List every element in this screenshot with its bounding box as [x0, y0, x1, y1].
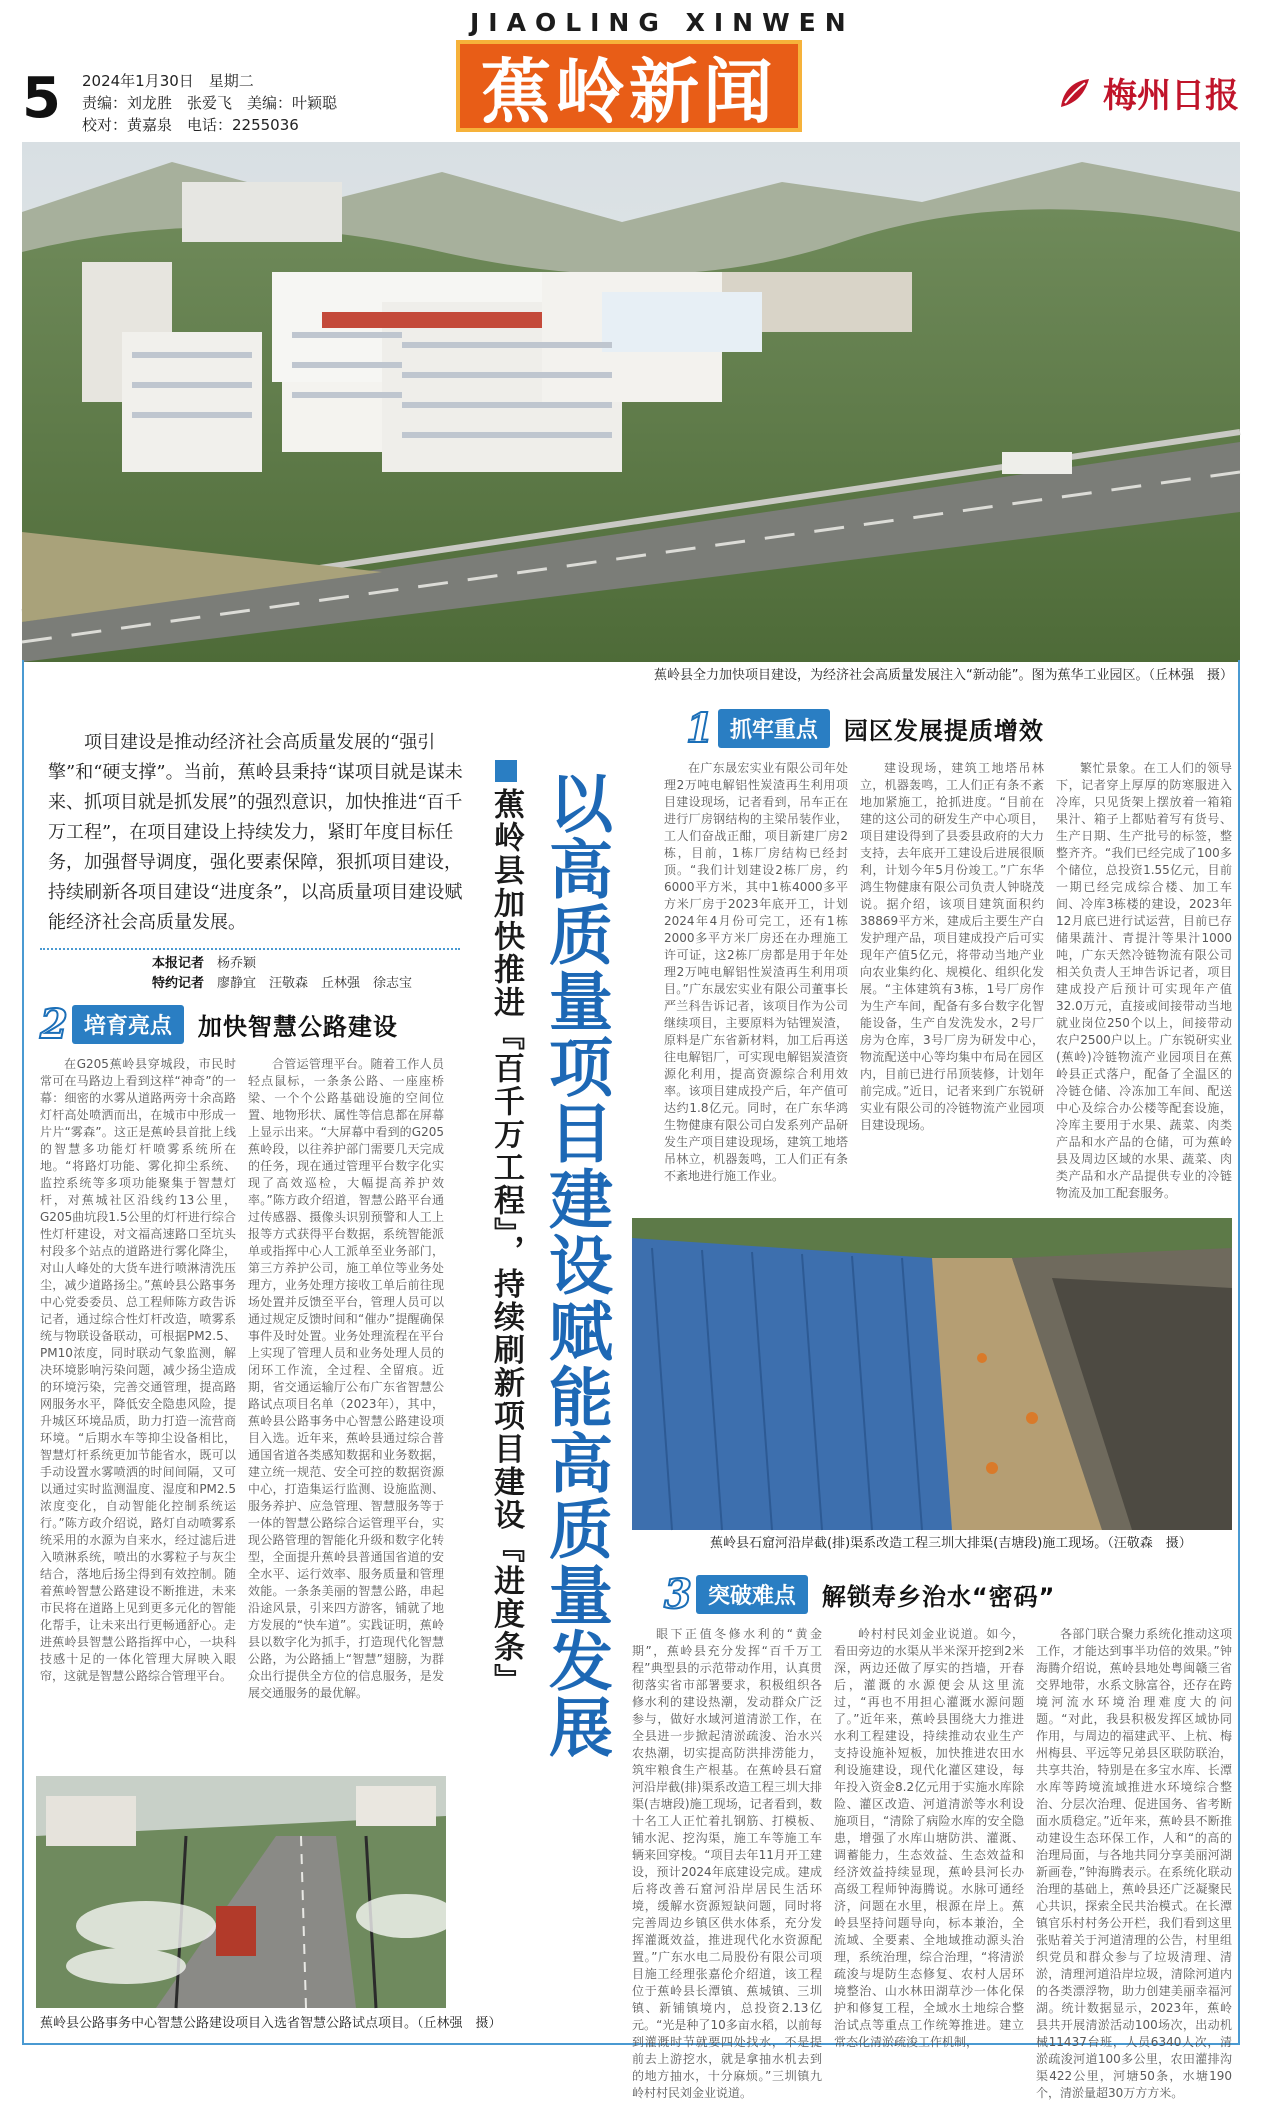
section-1-column-3: 繁忙景象。在工人们的领导下，记者穿上厚厚的防寒服进入冷库，只见货架上摆放着一箱箱果汁、箱子上都贴着写有货号、生产日期、生产批号的标签，整整齐齐。“我们已经完成了100多个储位，总投资1.55亿元，目前一期已经完成综合楼、加工车间、冷库3栋楼的建设，2023年12月底已进行试运营，目前已存储果蔬汁、青提汁等果汁1000吨，广东天然冷链物流有限公司相关负责人王坤告诉记者，项目建成投产后预计可实现年产值32.0万元，直接或间接带动当地就业岗位250个以上，间接带动农户2500户以上。广东锐研实业(蕉岭)冷链物流产业园项目在蕉岭县正式落户，配备了全温区的冷链仓储、冷冻加工车间、配送中心及综合办公楼等配套设施，冷库主要用于水果、蔬菜、肉类产品和水产品的仓储，可为蕉岭县及周边区域的水果、蔬菜、肉类产品和水产品提供专业的冷链物流及加工配套服务。 [1056, 761, 1232, 1200]
headline-subtitle [484, 760, 529, 1697]
intro-divider [40, 948, 460, 950]
date-line: 2024年1月30日 星期二 [82, 72, 254, 90]
reporter-name: 杨乔颖 [217, 956, 257, 971]
subtitle-text: 蕉岭县加快推进『百千万工程』，持续刷新项目建设『进度条』 [488, 788, 524, 1697]
proof-line: 校对：黄嘉泉 电话：2255036 [82, 116, 299, 134]
special-reporter-names: 廖静宜 汪敬森 丘林强 徐志宝 [217, 976, 413, 991]
editor-line: 责编：刘龙胜 张爱飞 美编：叶颖聪 [82, 94, 338, 112]
canal-construction-photo [632, 1218, 1232, 1530]
section-2-tag: 培育亮点 [72, 1005, 184, 1044]
section-3-column-2: 岭村村民刘金业说道。如今，看田旁边的水渠从半米深开挖到2米深，两边还做了厚实的挡墙，开春后，灌溉的水源便会从这里流过，“再也不用担心灌溉水源问题了。”近年来，蕉岭县围绕大力推进水利工程建设，持续推动农业生产支持设施补短板，加快推进农田水利设施建设，现代化灌区建设，每年投入资金8.2亿元用于实施水库除险、灌区改造、河道清淤等水利设施项目，“清除了病险水库的安全隐患，增强了水库山塘防洪、灌溉、调蓄能力，生态效益、生态效益和经济效益持续显现，蕉岭县河长办高级工程师钟海腾说。水脉可通经济，问题在水里，根源在岸上。蕉岭县坚持问题导向，标本兼治，全流域、全要素、全地域推动源头治理，系统治理，综合治理，“将清淤疏浚与堤防生态修复、农村人居环境整治、山水林田湖草沙一体化保护和修复工程，全域水土地综合整治试点等重点工作统筹推进。建立常态化清淤疏浚工作机制， [834, 1627, 1024, 2049]
section-3-column-3: 各部门联合聚力系统化推动这项工作，才能达到事半功倍的效果。”钟海腾介绍说，蕉岭县地处粤闽赣三省交界地带，水系文脉富谷，还存在跨境河流水环境治理难度大的问题。“对此，我县积极发挥区域协同作用，与周边的福建武平、上杭、梅州梅县、平远等兄弟县区联防联治，共享共治，特别是在多宝水库、长潭水库等跨境流域推进水环境综合整治、分层次治理、促进国务、省考断面水质稳定。”近年来，蕉岭县不断推动建设生态环保工作，人和“的高的治理局面，与各地共同分享美丽河湖新画卷，”钟海腾表示。在系统化联动治理的基础上，蕉岭县还广泛凝聚民心共识，探索全民共治模式。在长潭镇官乐村村务公开栏，我们看到这里张贴着关于河道清理的公告，村里组织党员和群众参与了垃圾清理、清淤，清理河道沿岸垃圾，清除河道内的各类漂浮物，助力创建美丽幸福河湖。统计数据显示，2023年，蕉岭县共开展清淤活动100场次，出动机械11437台班，人员6340人次，清淤疏浚河道100多公里，农田灌排沟渠422公里，河塘50条，水塘190个，清淤量超30万方方米。 [1036, 1627, 1232, 2100]
section-1-number: 1 [686, 704, 714, 752]
newspaper-name: 梅州日报 [1103, 76, 1239, 116]
section-2-column-1: 在G205蕉岭县穿城段，市民时常可在马路边上看到这样“神奇”的一幕：细密的水雾从道路两旁十余高路灯杆高处喷洒而出，在城市中形成一片片“雾森”。这正是蕉岭县首批上线的智慧多功能灯杆喷雾系统所在地。“将路灯功能、雾化抑尘系统、监控系统等多项功能聚集于智慧灯杆，对蕉城社区沿线约13公里，G205曲坑段1.5公里的灯杆进行综合性灯杆建设，对文福高速路口至坑头村段多个站点的道路进行雾化降尘，对山人峰处的大货车进行喷淋清洗压尘，减少道路扬尘。”蕉岭县公路事务中心党委委员、总工程师陈方政告诉记者，通过综合性灯杆改造，喷雾系统与物联设备联动，可根据PM2.5、PM10浓度，同时联动气象监测，解决环境影响污染问题，减少扬尘造成的环境污染，完善交通管理，提高路网服务水平，降低安全隐患风险，提升城区环境品质，助力打造一流营商环境。“后期水车等抑尘设备相比，智慧灯杆系统更加节能省水，既可以手动设置水雾喷洒的时间间隔，又可以通过实时监测温度、湿度和PM2.5浓度变化，自动智能化控制系统运行。”陈方政介绍说，路灯自动喷雾系统采用的水源为自来水，经过滤后进入喷淋系统，喷出的水雾粒子与灰尘结合，落地后扬尘得到有效控制。随着蕉岭智慧公路建设不断推进，未来市民将在道路上见到更多元化的智能化帮手，让未来出行更畅通舒心。走进蕉岭县智慧公路指挥中心，一块科技感十足的一体化管理大屏映入眼帘，这就是智慧公路综合管理平台。 [40, 1057, 236, 1683]
section-1-column-1: 在广东晟宏实业有限公司年处理2万吨电解铝性炭渣再生利用项目建设现场，记者看到，吊车正在进行厂房钢结构的主梁吊装作业，工人们奋战正酣，项目新建厂房2栋，目前，1栋厂房结构已经封顶。“我们计划建设2栋厂房，约6000平方米，其中1栋4000多平方米厂房于2023年底开工，计划2024年4月份可完工，还有1栋2000多平方米厂房还在办理施工许可证，这2栋厂房都是用于年处理2万吨电解铝性炭渣再生利用项目。”广东晟宏实业有限公司董事长严兰科告诉记者，该项目作为公司继续项目，主要原料为钴锂炭渣，原料是广东省新材料，加工后再送往电解铝厂，可实现电解铝炭渣资源化利用，提高资源综合利用效率。该项目建成投产后，年产值可达约1.8亿元。同时，在广东华鸿生物健康有限公司白发系列产品研发生产项目建设现场，建筑工地塔吊林立，机器轰鸣，工人们正有条不紊地进行施工作业。 [664, 761, 848, 1183]
canal-photo-caption: 蕉岭县石窟河沿岸截(排)渠系改造工程三圳大排渠(吉塘段)施工现场。（汪敬森 摄） [710, 1536, 1192, 1551]
section-3-heading [664, 1570, 1056, 1618]
section-2-title: 加快智慧公路建设 [197, 1012, 398, 1041]
newspaper-brand[interactable] [1055, 68, 1239, 117]
section-2-column-2: 合管运管理平台。随着工作人员轻点鼠标，一条条公路、一座座桥梁、一个个公路基础设施的空间位置、地物形状、属性等信息都在屏幕上显示出来。“大屏幕中看到的G205蕉岭段，以往养护部门需要几天完成的任务，现在通过管理平台数字化实现了高效巡检，大幅提高养护效率。”陈方政介绍道，智慧公路平台通过传感器、摄像头识别预警和人工上报等方式获得平台数据，系统智能派单或指挥中心人工派单至业务部门，第三方养护公司，施工单位等业务处理方，业务处理方接收工单后前往现场处置并反馈至平台，管理人员可以通过规定反馈时间和“催办”提醒确保事件及时处置。业务处理流程在平台上实现了管理人员和业务处理人员的闭环工作流，全过程、全留痕。近期，省交通运输厅公布广东省智慧公路试点项目名单（2023年），其中，蕉岭县公路事务中心智慧公路建设项目入选。近年来，蕉岭县通过综合普通国省道各类感知数据和业务数据，建立统一规范、安全可控的数据资源中心，打造集运行监测、设施监测、服务养护、应急管理、智慧服务等于一体的智慧公路综合运管理平台，实现公路管理的智能化升级和数字化转型，全面提升蕉岭县普通国省道的安全水平、运行效率、服务质量和管理效能。一条条美丽的智慧公路，串起沿途风景，引来四方游客，铺就了地方发展的“快车道”。实践证明，蕉岭县以数字化为抓手，打造现代化智慧公路，为公路插上“智慧”翅膀，为群众出行提供全方位的信息服务，是发展交通服务的最优解。 [248, 1057, 444, 1700]
smart-road-photo [36, 1776, 446, 2008]
section-title: 蕉岭新闻 [481, 49, 777, 133]
industrial-park-photo [22, 142, 1240, 662]
section-3-number: 3 [664, 1570, 692, 1618]
headline-main: 以高质量项目建设赋能高质量发展 [538, 770, 613, 1760]
top-photo-caption: 蕉岭县全力加快项目建设，为经济社会高质量发展注入“新动能”。图为蕉华工业园区。（丘林强 摄） [654, 668, 1233, 683]
page-number: 5 [22, 66, 61, 131]
page-meta [82, 70, 337, 136]
section-1-title: 园区发展提质增效 [843, 716, 1044, 745]
meizhou-daily-leaf-icon [1055, 73, 1095, 113]
section-1-column-2: 建设现场，建筑工地塔吊林立，机器轰鸣，工人们正有条不紊地加紧施工，抢抓进度。“目前在建的这公司的研发生产中心项目，项目建设得到了县委县政府的大力支持，去年底开工建设后进展很顺利，计划今年5月份竣工。”广东华鸿生物健康有限公司负责人钟晓茂说。据介绍，该项目建筑面积约38869平方米，建成后主要生产白发护理产品，项目建成投产后可实现年产值5亿元，将带动当地产业向农业集约化、规模化、组织化发展。“主体建筑有3栋，1号厂房作为生产车间，配备有多台数字化智能设备，生产自发洗发水，2号厂房为仓库，3号厂房为研发中心，物流配送中心等均集中布局在园区内，目前已进行吊顶装修，计划年前完成。”近日，记者来到广东锐研实业有限公司的冷链物流产业园项目建设现场。 [860, 761, 1044, 1132]
section-3-title: 解锁寿乡治水“密码” [821, 1582, 1056, 1611]
section-1-heading [686, 704, 1044, 752]
section-3-column-1: 眼下正值冬修水利的“黄金期”，蕉岭县充分发挥“百千万工程”典型县的示范带动作用，认真贯彻落实省市部署要求，积极组织各修水利的建设热潮，发动群众广泛参与，做好水域河道清淤工作，在全县进一步掀起清淤疏浚、治水兴农热潮，切实提高防洪排涝能力，筑牢粮食生产根基。在蕉岭县石窟河沿岸截(排)渠系改造工程三圳大排渠(吉塘段)施工现场，记者看到，数十名工人正忙着扎钢筋、打模板、铺水泥、挖沟渠，施工车等施工车辆来回穿梭。“项目去年11月开工建设，预计2024年底建设完成。建成后将改善石窟河沿岸居民生活环境，缓解水资源短缺问题，同时将完善周边乡镇区供水体系，充分发挥灌溉效益，推进现代化水资源配置。”广东水电二局股份有限公司项目施工经理张嘉伦介绍道，该工程位于蕉岭县长潭镇、蕉城镇、三圳镇、新铺镇境内，总投资2.13亿元。“光是种了10多亩水稻，以前每到灌溉时节就要四处找水，不是提前去上游挖水，就是拿抽水机去到的地方抽水，十分麻烦。”三圳镇九岭村村民刘金业说道。 [632, 1627, 822, 2100]
road-photo-caption: 蕉岭县公路事务中心智慧公路建设项目入选省智慧公路试点项目。（丘林强 摄） [40, 2016, 502, 2031]
section-2-number: 2 [40, 1000, 68, 1048]
byline [152, 954, 472, 994]
section-2-heading [40, 1000, 398, 1048]
subtitle-marker [495, 760, 517, 782]
reporter-label: 本报记者 [152, 956, 205, 971]
section-kicker: JIAOLING XINWEN [470, 8, 855, 37]
special-reporter-label: 特约记者 [152, 976, 205, 991]
section-1-tag: 抓牢重点 [718, 709, 830, 748]
section-3-tag: 突破难点 [696, 1575, 808, 1614]
intro-paragraph: 项目建设是推动经济社会高质量发展的“强引擎”和“硬支撑”。当前，蕉岭县秉持“谋项目就是谋未来、抓项目就是抓发展”的强烈意识，加快推进“百千万工程”，在项目建设上持续发力，紧盯年度目标任务，加强督导调度，强化要素保障，狠抓项目建设，持续刷新各项目建设“进度条”，以高质量项目建设赋能经济社会高质量发展。 [48, 732, 463, 933]
section-title-box [456, 40, 802, 132]
